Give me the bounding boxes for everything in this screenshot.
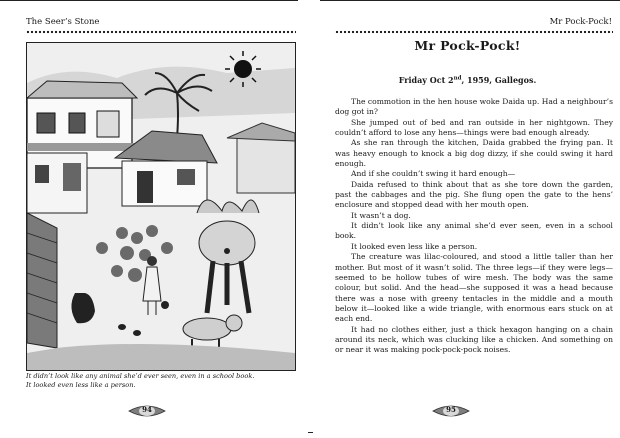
dotted-rule <box>26 30 296 34</box>
dateline-text: Friday Oct 2 <box>398 75 454 85</box>
dotted-rule <box>335 30 613 34</box>
farmyard-illustration <box>27 43 295 370</box>
paragraph: Daida refused to think about that as she tore down the garden, past the cabbages and the pig. She flung open the gate to the hens’ enclosure and stopped dead with her mouth open. <box>335 179 613 210</box>
paragraph: It had no clothes either, just a thick hexagon hanging on a chain around its neck, which was clucking like a chicken. And something on or near it was making pock-pock-pock noises. <box>335 324 613 355</box>
paragraph: She jumped out of bed and ran outside in her nightgown. They couldn’t afford to lose any hens—things were bad enough already. <box>335 117 613 138</box>
chapter-title: Mr Pock-Pock! <box>414 38 521 53</box>
paragraph: It wasn’t a dog. <box>351 210 411 220</box>
page-number: 94 <box>142 405 152 414</box>
paragraph: And if she couldn’t swing it hard enough— <box>351 169 516 179</box>
gutter-mark <box>308 432 313 433</box>
running-head-left: The Seer’s Stone <box>26 17 100 27</box>
dateline-suffix: nd <box>453 75 462 82</box>
dateline-text: , 1959, Gallegos. <box>461 75 537 85</box>
top-rule <box>0 0 298 1</box>
paragraph: The commotion in the hen house woke Daida up. Had a neighbour’s dog got in? <box>335 97 613 117</box>
top-rule <box>320 0 620 1</box>
paragraph: It looked even less like a person. <box>351 241 478 251</box>
caption-line: It didn’t look like any animal she’d ever seen, even in a school book. <box>26 372 255 380</box>
hen-house <box>27 213 57 348</box>
left-page <box>0 0 305 438</box>
right-page <box>315 0 620 438</box>
page-number-right <box>432 404 470 418</box>
illustration <box>26 42 296 371</box>
page-number: 95 <box>446 405 456 414</box>
caption-line: It looked even less like a person. <box>26 381 136 389</box>
page-number-left <box>128 404 166 418</box>
illustration-caption <box>26 372 296 390</box>
chapter-body <box>335 97 613 356</box>
dateline <box>315 75 620 85</box>
paragraph: As she ran through the kitchen, Daida grabbed the frying pan. It was heavy enough to knock a big dog dizzy, if she could swing it hard enough. <box>335 138 613 169</box>
paragraph: The creature was lilac-coloured, and stood a little taller than her mother. But most of it wasn’t solid. The three legs—if they were legs—seemed to be hollow tubes of wire mesh. The body was the same colour, but solid. And the head—she supposed it was a head because there was a nose with greeny tentacles in the middle and a mouth below it—looked like a wide triangle, with enormous ears stuck on at each end. <box>335 252 613 324</box>
paragraph: It didn’t look like any animal she’d ever seen, even in a school book. <box>335 221 613 241</box>
running-head-right: Mr Pock-Pock! <box>549 17 612 27</box>
